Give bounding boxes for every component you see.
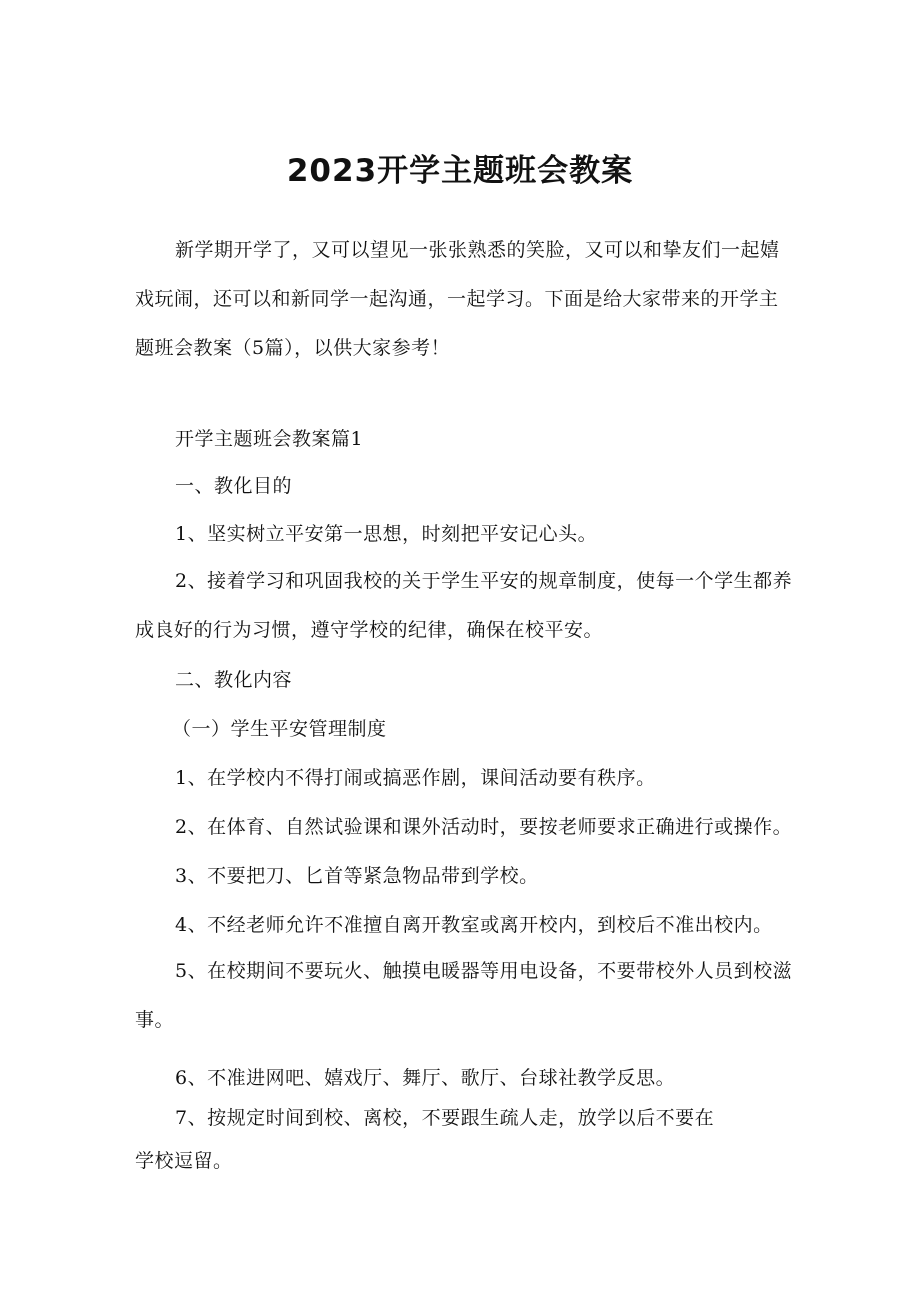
rule-item-3: 3、不要把刀、匕首等紧急物品带到学校。: [175, 865, 539, 887]
rule-item-2: 2、在体育、自然试验课和课外活动时，要按老师要求正确进行或操作。: [175, 816, 793, 838]
sub-heading: （一）学生平安管理制度: [172, 718, 387, 740]
intro-paragraph: 新学期开学了，又可以望见一张张熟悉的笑脸，又可以和挚友们一起嬉戏玩闹，还可以和新同学一起沟通，一起学习。下面是给大家带来的开学主题班会教案（5篇），以供大家参考！: [135, 239, 780, 359]
goal-item-1: 1、坚实树立平安第一思想，时刻把平安记心头。: [175, 523, 598, 545]
rule-item-7: 7、按规定时间到校、离校，不要跟生疏人走，放学以后不要在: [175, 1107, 715, 1129]
document-title: 2023开学主题班会教案: [286, 153, 634, 189]
goal-item-2: 2、接着学习和巩固我校的关于学生平安的规章制度，使每一个学生都养成良好的行为习惯，遵守学校的纪律，确保在校平安。: [135, 570, 793, 641]
section-heading: 开学主题班会教案篇1: [175, 428, 364, 450]
rule-item-4: 4、不经老师允许不准擅自离开教室或离开校内，到校后不准出校内。: [175, 914, 773, 936]
rule-item-5: 5、在校期间不要玩火、触摸电暖器等用电设备，不要带校外人员到校滋事。: [135, 960, 793, 1031]
part1-heading: 一、教化目的: [175, 475, 293, 497]
rule-item-1: 1、在学校内不得打闹或搞恶作剧，课间活动要有秩序。: [175, 767, 656, 789]
rule-item-6: 6、不准进网吧、嬉戏厅、舞厅、歌厅、台球社教学反思。: [175, 1067, 676, 1089]
rule-item-7-continued: 学校逗留。: [135, 1150, 233, 1172]
part2-heading: 二、教化内容: [175, 669, 293, 691]
